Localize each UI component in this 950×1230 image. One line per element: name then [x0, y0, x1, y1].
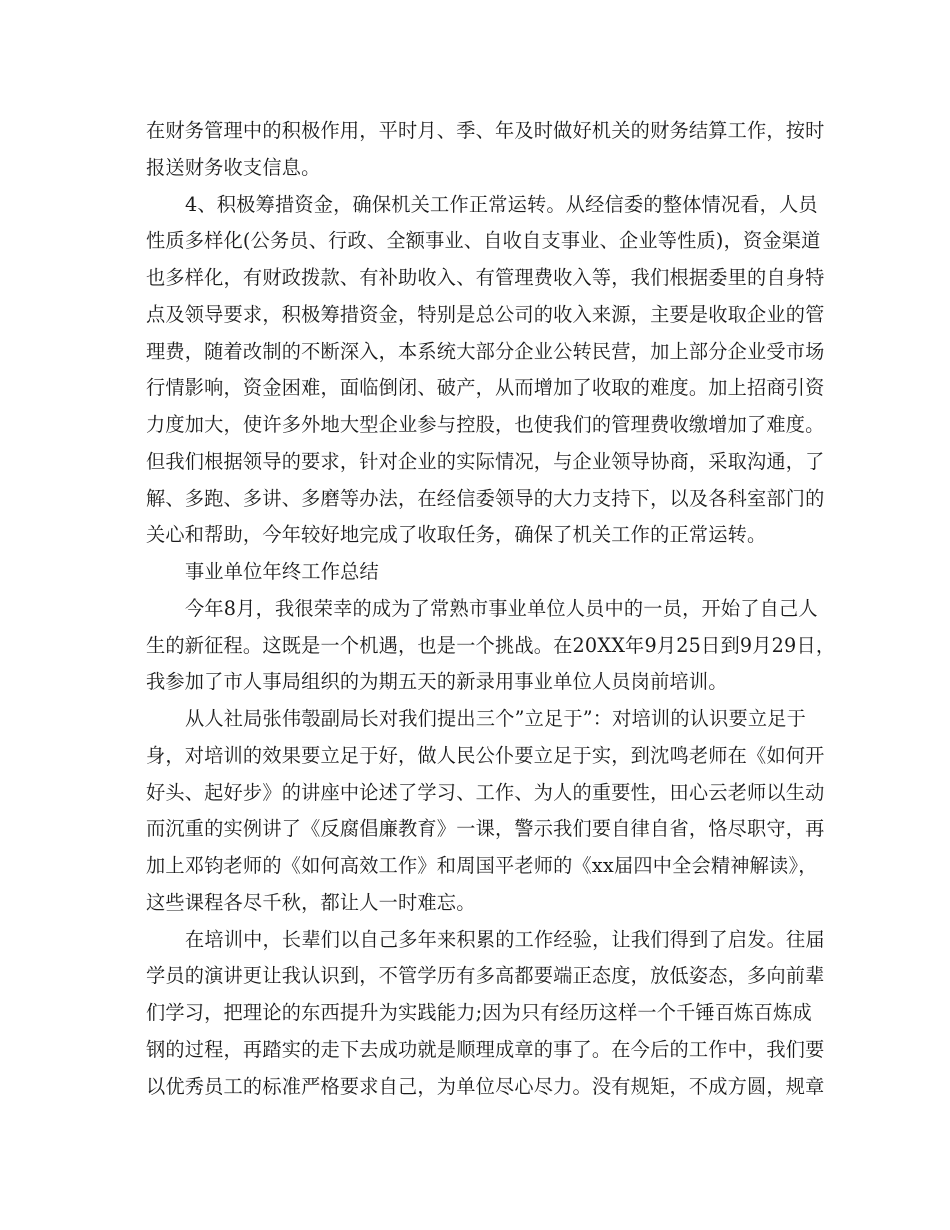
text-line: 身，对培训的效果要立足于好，做人民公仆要立足于实，到沈鸣老师在《如何开	[146, 744, 825, 767]
text-line: 生的新征程。这既是一个机遇，也是一个挑战。在20XX年9月25日到9月29日，	[146, 634, 836, 657]
section-title: 事业单位年终工作总结	[185, 560, 379, 583]
text-line: 理费，随着改制的不断深入，本系统大部分企业公转民营，加上部分企业受市场	[146, 340, 825, 363]
paragraph-first-line: 今年8月，我很荣幸的成为了常熟市事业单位人员中的一员，开始了自己人	[185, 597, 818, 620]
text-line: 报送财务收支信息。	[146, 156, 321, 179]
text-line: 以优秀员工的标准严格要求自己，为单位尽心尽力。没有规矩，不成方圆，规章	[146, 1075, 825, 1098]
text-line: 加上邓钧老师的《如何高效工作》和周国平老师的《xx届四中全会精神解读》，	[146, 854, 818, 877]
text-line: 解、多跑、多讲、多磨等办法，在经信委领导的大力支持下，以及各科室部门的	[146, 487, 825, 510]
text-line: 也多样化，有财政拨款、有补助收入、有管理费收入等，我们根据委里的自身特	[146, 266, 825, 289]
text-line: 学员的演讲更让我认识到，不管学历有多高都要端正态度，放低姿态，多向前辈	[146, 964, 825, 987]
paragraph-first-line: 4、积极筹措资金，确保机关工作正常运转。从经信委的整体情况看，人员	[185, 193, 818, 216]
text-line: 性质多样化(公务员、行政、全额事业、自收自支事业、企业等性质)，资金渠道	[146, 229, 821, 252]
text-line: 钢的过程，再踏实的走下去成功就是顺理成章的事了。在今后的工作中，我们要	[146, 1038, 825, 1061]
text-line: 好头、起好步》的讲座中论述了学习、工作、为人的重要性，田心云老师以生动	[146, 781, 825, 804]
text-line: 而沉重的实例讲了《反腐倡廉教育》一课，警示我们要自律自省，恪尽职守，再	[146, 817, 825, 840]
text-line: 在财务管理中的积极作用，平时月、季、年及时做好机关的财务结算工作，按时	[146, 119, 825, 142]
paragraph-first-line: 在培训中，长辈们以自己多年来积累的工作经验，让我们得到了启发。往届	[185, 928, 825, 951]
text-line: 关心和帮助，今年较好地完成了收取任务，确保了机关工作的正常运转。	[146, 523, 767, 546]
text-line: 这些课程各尽千秋，都让人一时难忘。	[146, 891, 476, 914]
text-line: 我参加了市人事局组织的为期五天的新录用事业单位人员岗前培训。	[146, 670, 728, 693]
paragraph-first-line: 从人社局张伟彀副局长对我们提出三个”立足于”：对培训的认识要立足于	[185, 707, 807, 730]
text-line: 但我们根据领导的要求，针对企业的实际情况，与企业领导协商，采取沟通，了	[146, 450, 825, 473]
text-line: 行情影响，资金困难，面临倒闭、破产，从而增加了收取的难度。加上招商引资	[146, 376, 825, 399]
text-line: 点及领导要求，积极筹措资金，特别是总公司的收入来源，主要是收取企业的管	[146, 303, 825, 326]
text-line: 力度加大，使许多外地大型企业参与控股，也使我们的管理费收缴增加了难度。	[146, 413, 825, 436]
text-line: 们学习，把理论的东西提升为实践能力;因为只有经历这样一个千锤百炼百炼成	[146, 1001, 812, 1024]
